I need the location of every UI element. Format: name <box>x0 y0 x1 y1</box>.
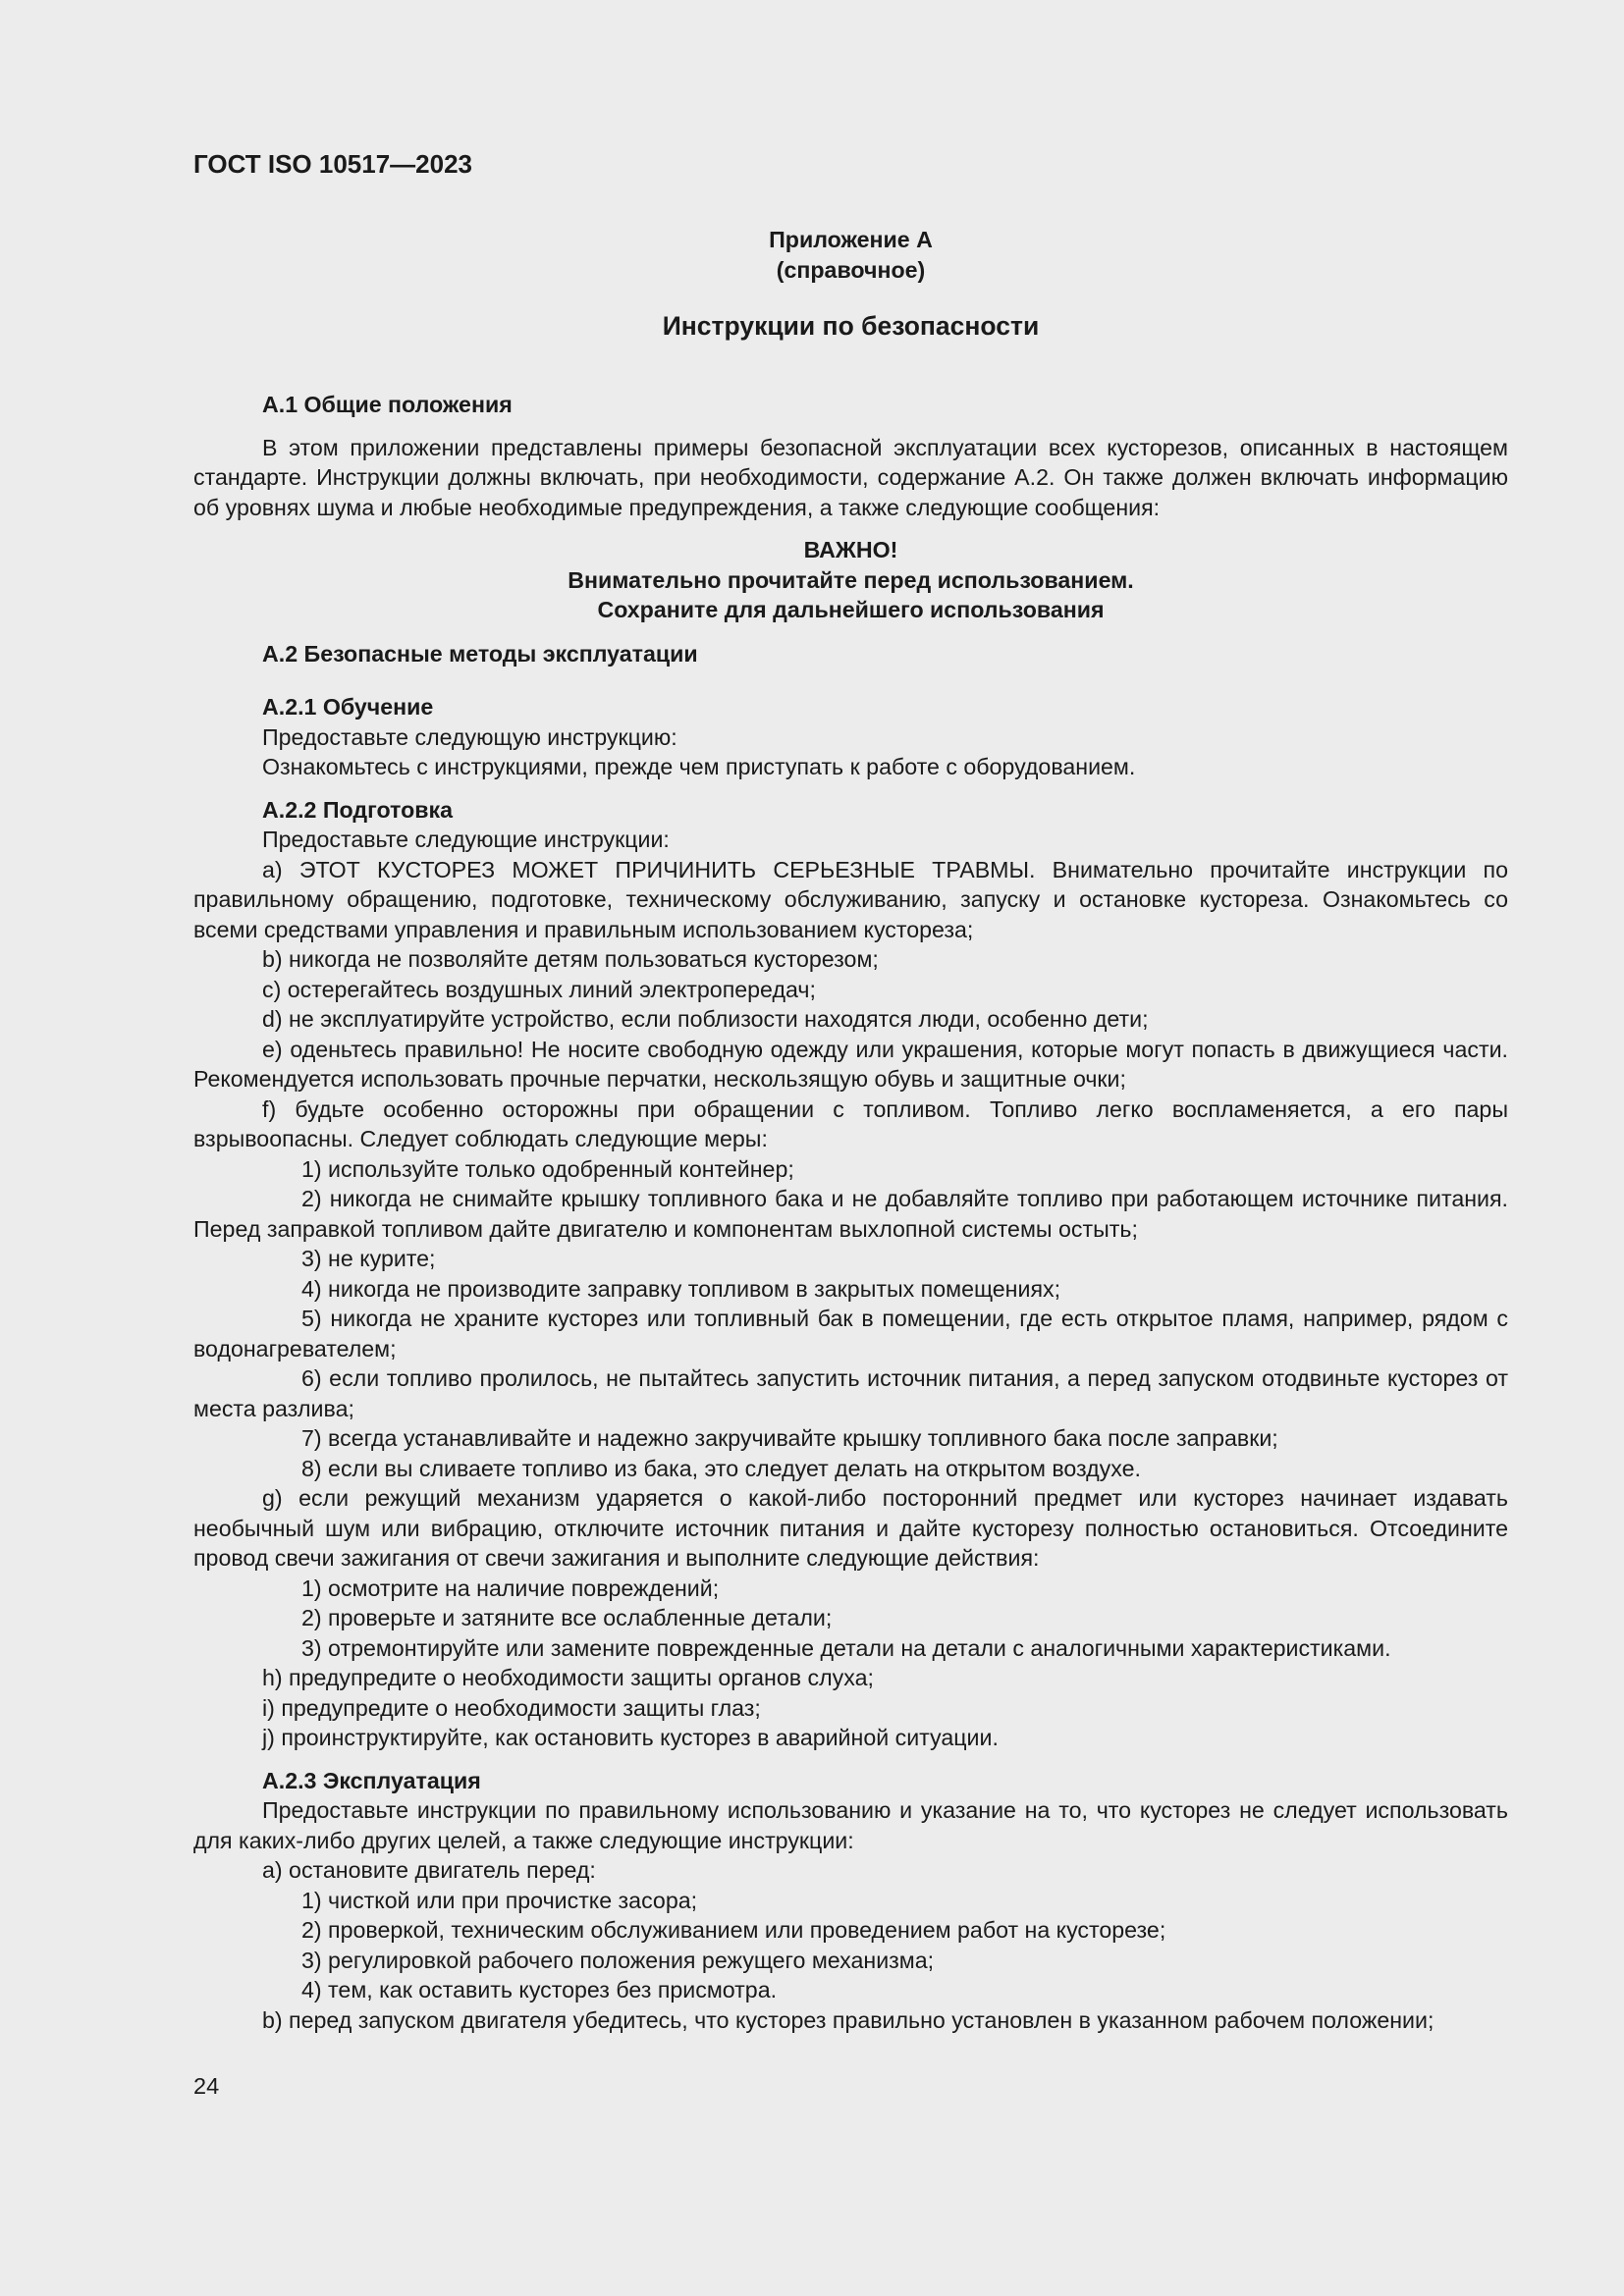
list-item-a: a) ЭТОТ КУСТОРЕЗ МОЖЕТ ПРИЧИНИТЬ СЕРЬЕЗНЫЕ ТРАВМЫ. Внимательно прочитайте инструкции по правильному обращению, подготовке, техническому обслуживанию, запуску и остановке кустореза. Ознакомьтесь со всеми средствами управления и правильным использованием кустореза; <box>193 856 1508 942</box>
op-item-a-3: 3) регулировкой рабочего положения режущего механизма; <box>301 1947 935 1973</box>
section-a21-line-1: Предоставьте следующую инструкцию: <box>262 723 677 750</box>
list-item-f-4: 4) никогда не производите заправку топливом в закрытых помещениях; <box>301 1275 1061 1302</box>
section-a2-title: А.2 Безопасные методы эксплуатации <box>262 640 698 667</box>
op-item-a-2: 2) проверкой, техническим обслуживанием или проведением работ на кусторезе; <box>301 1917 1166 1943</box>
op-item-b: b) перед запуском двигателя убедитесь, что кусторез правильно установлен в указанном рабочем положении; <box>262 2006 1435 2033</box>
important-notice <box>193 535 1508 625</box>
section-a21-line-2: Ознакомьтесь с инструкциями, прежде чем приступать к работе с оборудованием. <box>262 754 1136 779</box>
section-a22-intro: Предоставьте следующие инструкции: <box>262 827 670 852</box>
list-item-f-1: 1) используйте только одобренный контейнер; <box>301 1155 794 1182</box>
list-item-b: b) никогда не позволяйте детям пользоваться кусторезом; <box>262 946 879 972</box>
list-item-i: i) предупредите о необходимости защиты глаз; <box>262 1694 761 1721</box>
list-item-f-2: 2) никогда не снимайте крышку топливного бака и не добавляйте топливо при работающем источнике питания. Перед заправкой топливом дайте двигателю и компонентам выхлопной системы остыть; <box>193 1186 1508 1242</box>
list-item-j: j) проинструктируйте, как остановить кусторез в аварийной ситуации. <box>262 1725 999 1750</box>
section-a1-text: В этом приложении представлены примеры безопасной эксплуатации всех кусторезов, описанных в настоящем стандарте. Инструкции должны включать, при необходимости, содержание А.2. Он также должен включать информацию об уровнях шума и любые необходимые предупреждения, а также следующие сообщения: <box>193 434 1508 520</box>
list-item-h: h) предупредите о необходимости защиты органов слуха; <box>262 1665 874 1690</box>
section-a22-title: А.2.2 Подготовка <box>262 796 454 823</box>
document-page <box>193 147 1508 2035</box>
page-number: 24 <box>193 2073 220 2099</box>
list-item-f-3: 3) не курите; <box>301 1246 436 1271</box>
important-line-2: Внимательно прочитайте перед использованием. <box>568 566 1134 593</box>
list-item-g-2: 2) проверьте и затяните все ослабленные детали; <box>301 1605 833 1630</box>
list-item-g-3: 3) отремонтируйте или замените поврежденные детали на детали с аналогичными характеристиками. <box>301 1634 1391 1661</box>
list-item-c: c) остерегайтесь воздушных линий электропередач; <box>262 976 816 1002</box>
annex-type: (справочное) <box>776 256 926 283</box>
list-item-f-7: 7) всегда устанавливайте и надежно закручивайте крышку топливного бака после заправки; <box>301 1425 1278 1451</box>
section-a23-title: А.2.3 Эксплуатация <box>262 1767 481 1793</box>
section-a1-title: А.1 Общие положения <box>262 392 513 417</box>
list-item-f-6: 6) если топливо пролилось, не пытайтесь запустить источник питания, а перед запуском отодвиньте кусторез от места разлива; <box>193 1365 1508 1421</box>
annex-title: Приложение А <box>769 227 933 252</box>
annex-heading: Инструкции по безопасности <box>662 311 1040 341</box>
op-item-a-1: 1) чисткой или при прочистке засора; <box>301 1887 698 1913</box>
important-line-3: Сохраните для дальнейшего использования <box>597 597 1105 622</box>
document-header: ГОСТ ISO 10517—2023 <box>193 149 473 179</box>
section-a23-intro: Предоставьте инструкции по правильному использованию и указание на то, что кусторез не следует использовать для каких-либо других целей, а также следующие инструкции: <box>193 1797 1508 1853</box>
list-item-f-5: 5) никогда не храните кусторез или топливный бак в помещении, где есть открытое пламя, например, рядом с водонагревателем; <box>193 1306 1508 1362</box>
op-item-a-4: 4) тем, как оставить кусторез без присмотра. <box>301 1977 778 2002</box>
list-item-f-8: 8) если вы сливаете топливо из бака, это следует делать на открытом воздухе. <box>301 1455 1141 1481</box>
important-line-1: ВАЖНО! <box>803 537 898 562</box>
op-item-a: a) остановите двигатель перед: <box>262 1857 596 1883</box>
list-item-g-1: 1) осмотрите на наличие повреждений; <box>301 1575 720 1601</box>
list-item-e: e) оденьтесь правильно! Не носите свободную одежду или украшения, которые могут попасть в движущиеся части. Рекомендуется использовать прочные перчатки, нескользящую обувь и защитные очки; <box>193 1036 1508 1092</box>
list-item-f: f) будьте особенно осторожны при обращении с топливом. Топливо легко воспламеняется, а его пары взрывоопасны. Следует соблюдать следующие меры: <box>193 1095 1508 1151</box>
section-a21-title: А.2.1 Обучение <box>262 694 434 720</box>
list-item-d: d) не эксплуатируйте устройство, если поблизости находятся люди, особенно дети; <box>262 1006 1149 1032</box>
list-item-g: g) если режущий механизм ударяется о какой-либо посторонний предмет или кусторез начинает издавать необычный шум или вибрацию, отключите источник питания и дайте кусторезу полностью остановиться. Отсоедините провод свечи зажигания от свечи зажигания и выполните следующие действия: <box>193 1485 1508 1571</box>
